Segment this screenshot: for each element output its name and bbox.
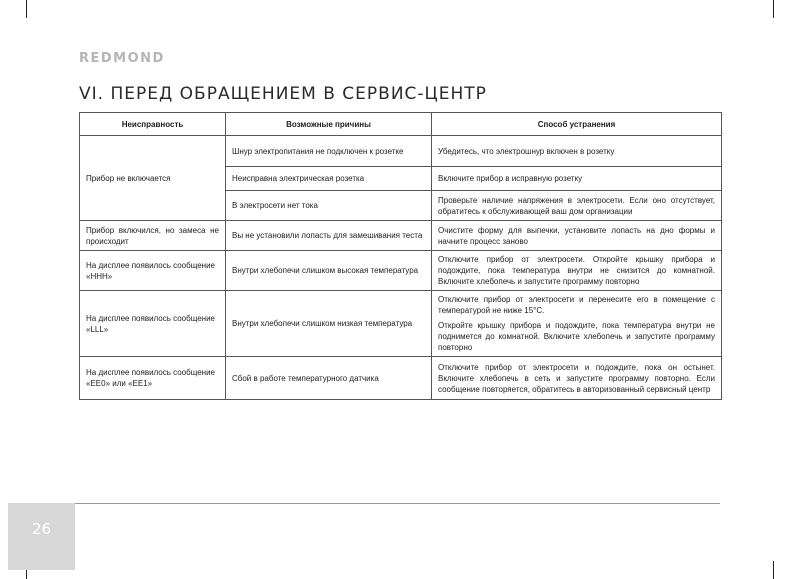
table-header-row xyxy=(80,113,722,136)
solution-cell xyxy=(432,357,722,400)
solution-text: Включите прибор в исправную розетку xyxy=(438,174,583,183)
solution-cell xyxy=(432,136,722,167)
cause-cell: Внутри хлебопечи слишком низкая температура xyxy=(226,291,432,357)
cause-cell: В электросети нет тока xyxy=(226,191,432,221)
fault-cell: На дисплее появилось сообщение «EE0» или «EE1» xyxy=(80,357,226,400)
cause-cell: Шнур электропитания не подключен к розетке xyxy=(226,136,432,167)
fault-cell: На дисплее появилось сообщение «HHH» xyxy=(80,251,226,291)
solution-cell xyxy=(432,221,722,251)
table-row xyxy=(80,357,722,400)
solution-text: Проверьте наличие напряжения в электросети. Если оно отсутствует, обратитесь к обслуживающей ваш дом организации xyxy=(438,195,715,216)
solution-text: Отключите прибор от электросети. Откройте крышку прибора и подождите, пока температура внутри не снизится до комнатной. Включите хлебопечь и запустите программу повторно xyxy=(438,255,715,286)
fault-cell: Прибор не включается xyxy=(80,136,226,221)
table-row xyxy=(80,291,722,357)
fault-cell: На дисплее появилось сообщение «LLL» xyxy=(80,291,226,357)
solution-text: Откройте крышку прибора и подождите, пока температура внутри не поднимется до комнатной. Включите хлебопечь и запустите программу повторно xyxy=(438,321,715,352)
solution-cell xyxy=(432,251,722,291)
page-number: 26 xyxy=(31,520,52,538)
table-row xyxy=(80,251,722,291)
solution-cell xyxy=(432,167,722,191)
solution-text: Отключите прибор от электросети и перенесите его в помещение с температурой не ниже 15°C. xyxy=(438,295,715,315)
table-row xyxy=(80,221,722,251)
troubleshooting-table xyxy=(79,112,722,400)
fault-cell: Прибор включился, но замеса не происходит xyxy=(80,221,226,251)
footer-divider xyxy=(75,503,720,504)
cause-cell: Внутри хлебопечи слишком высокая температура xyxy=(226,251,432,291)
solution-cell xyxy=(432,291,722,357)
crop-mark-top-right xyxy=(773,0,774,18)
solution-text: Очистите форму для выпечки, установите лопасть на дно формы и начните процесс заново xyxy=(438,225,715,246)
solution-cell xyxy=(432,191,722,221)
crop-mark-top-left xyxy=(26,0,27,18)
brand-logo: REDMOND xyxy=(79,51,165,66)
cause-cell: Неисправна электрическая розетка xyxy=(226,167,432,191)
cause-cell: Сбой в работе температурного датчика xyxy=(226,357,432,400)
cause-cell: Вы не установили лопасть для замешивания теста xyxy=(226,221,432,251)
crop-mark-bottom-right xyxy=(773,561,774,579)
header-cause: Возможные причины xyxy=(226,113,432,136)
page-number-box xyxy=(8,503,75,570)
section-title: VI. ПЕРЕД ОБРАЩЕНИЕМ В СЕРВИС-ЦЕНТР xyxy=(79,84,487,104)
table-row xyxy=(80,136,722,167)
header-fault: Неисправность xyxy=(80,113,226,136)
solution-text: Убедитесь, что электрошнур включен в розетку xyxy=(438,146,615,156)
solution-text: Отключите прибор от электросети и подождите, пока он остынет. Включите хлебопечь в сеть и запустите программу повторно. Если сообщение повторяется, обратитесь в авторизованный сервисный центр xyxy=(438,362,715,394)
header-solution: Способ устранения xyxy=(432,113,722,136)
